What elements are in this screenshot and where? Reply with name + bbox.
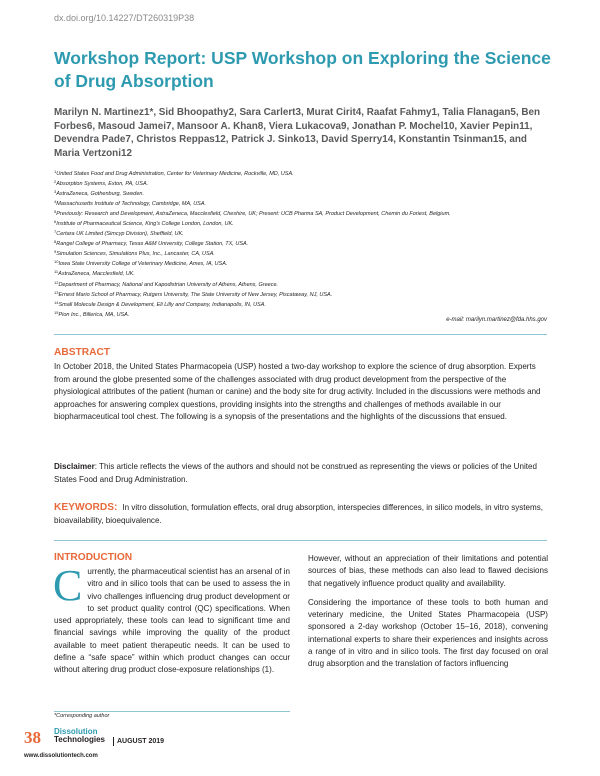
- footnote: *Corresponding author: [54, 713, 110, 719]
- affiliation-text: Institute of Pharmaceutical Science, King's College London, London, UK.: [56, 221, 234, 228]
- author-list: Marilyn N. Martinez1*, Sid Bhoopathy2, Sara Carlert3, Murat Cirit4, Raafat Fahmy1, Talia Flanagan5, Ben Forbes6, Masoud Jamei7, Mansoor A. Khan8, Viera Lukacova9, Jonathan P. Mochel10, Xavier Pepin11, Devendra Pade7, Christos Reppas12, Patrick J. Sinko13, David Sperry14, Konstantin Tsinman15, and Maria Vertzoni12: [54, 107, 541, 160]
- affiliation-number: 4: [54, 199, 57, 205]
- affiliation-item: [54, 178, 550, 188]
- affiliation-text: AstraZeneca, Gothenburg, Sweden.: [56, 191, 144, 198]
- affiliation-number: 2: [54, 179, 57, 185]
- affiliation-text: Small Molecule Design & Development, Eli Lilly and Company, Indianapolis, IN, USA.: [58, 301, 266, 308]
- disclaimer: [54, 461, 549, 486]
- disclaimer-text: : This article reflects the views of the authors and should not be construed as representing the views or policies of the United States Food and Drug Administration.: [54, 462, 537, 484]
- affiliation-list: [54, 168, 550, 319]
- affiliation-text: AstraZeneca, Macclesfield, UK.: [58, 271, 135, 278]
- section-divider: [54, 540, 547, 541]
- affiliation-item: [54, 299, 550, 309]
- affiliation-number: 6: [54, 219, 57, 225]
- affiliation-text: Previously: Research and Development, AstraZeneca, Macclesfield, Cheshire, UK; Present: UCB Pharma SA, Product Development, Chemin du Foriest, Belgium.: [56, 211, 451, 218]
- column-left: [53, 561, 290, 684]
- affiliation-text: Ernest Mario School of Pharmacy, Rutgers University, The State University of New Jersey, Piscataway, NJ, USA.: [58, 291, 333, 298]
- affiliation-number: 5: [54, 209, 57, 215]
- affiliation-item: [54, 218, 550, 228]
- affiliation-text: Massachusetts Institute of Technology, Cambridge, MA, USA.: [56, 201, 207, 208]
- affiliation-number: 10: [54, 259, 59, 265]
- article-title: Workshop Report: USP Workshop on Exploring the Science of Drug Absorption: [54, 48, 551, 91]
- affiliation-text: Rangel College of Pharmacy, Texas A&M University, College Station, TX, USA.: [56, 241, 249, 248]
- affiliation-number: 3: [54, 189, 57, 195]
- disclaimer-label: Disclaimer: [54, 462, 95, 471]
- affiliation-item: [54, 279, 550, 289]
- website-link[interactable]: www.dissolutiontech.com: [24, 753, 98, 759]
- affiliation-item: [54, 248, 550, 258]
- footnote-divider: [54, 711, 290, 712]
- affiliation-text: Iowa State University College of Veterinary Medicine, Ames, IA, USA.: [58, 261, 228, 268]
- logo-line-1: Dissolution: [54, 727, 98, 736]
- doi-link[interactable]: dx.doi.org/10.14227/DT260319P38: [54, 13, 195, 23]
- affiliation-text: Department of Pharmacy, National and Kapodistrian University of Athens, Athens, Greece.: [58, 281, 279, 288]
- affiliation-number: 14: [54, 299, 59, 305]
- logo-line-2: Technologies: [54, 735, 105, 744]
- affiliation-number: 13: [54, 289, 59, 295]
- affiliation-text: Simulation Sciences, Simulations Plus, Inc., Lancaster, CA, USA.: [56, 251, 215, 258]
- affiliation-item: [54, 228, 550, 238]
- page-number: 38: [24, 728, 41, 747]
- affiliation-item: [54, 168, 550, 178]
- journal-logo: [54, 728, 105, 744]
- affiliation-number: 9: [54, 249, 57, 255]
- affiliation-text: Absorption Systems, Exton, PA, USA.: [56, 181, 149, 188]
- abstract-heading: ABSTRACT: [54, 347, 111, 358]
- issue-date: AUGUST 2019: [117, 738, 165, 745]
- keywords: [54, 502, 549, 527]
- affiliation-item: [54, 188, 550, 198]
- keywords-text: In vitro dissolution, formulation effects, oral drug absorption, interspecies differences, in silico models, in vitro systems, bioavailability, bioequivalence.: [54, 503, 543, 525]
- footer-divider: [113, 737, 114, 746]
- affiliation-item: [54, 238, 550, 248]
- affiliation-number: 15: [54, 309, 59, 315]
- affiliation-number: 1: [54, 169, 57, 174]
- affiliation-item: [54, 198, 550, 208]
- affiliation-item: [54, 289, 550, 299]
- affiliation-text: Pion Inc., Billerica, MA, USA.: [58, 311, 130, 318]
- affiliation-number: 11: [54, 269, 59, 275]
- affiliation-number: 8: [54, 239, 57, 245]
- intro-paragraph-1: urrently, the pharmaceutical scientist has an arsenal of in vitro and in silico tools that can be used to assess the in vivo challenges influencing drug product development or to set product quality control (QC) specifications. When used appropriately, these tools can lead to significant time and financial savings while improving the quality of the product available to meet patient therapeutic needs. It can be used to define a “safe space” within which product changes can occur without altering drug product close-exposure relationships (1).: [54, 567, 290, 675]
- drop-cap: C: [53, 561, 83, 610]
- affiliation-item: [54, 268, 550, 278]
- column-right: [308, 553, 548, 678]
- affiliation-text: Certara UK Limited (Simcyp Division), Sheffield, UK.: [56, 231, 184, 238]
- corresponding-email[interactable]: e-mail: marilyn.martinez@fda.hhs.gov: [446, 317, 547, 323]
- affiliation-number: 12: [54, 279, 59, 285]
- affiliation-number: 7: [54, 229, 57, 235]
- intro-paragraph-3: Considering the importance of these tools to both human and veterinary medicine, the United States Pharmacopeia (USP) sponsored a 2-day workshop (October 15–16, 2018), convening international experts to share their experiences and insights across a range of in vitro and in silico tools. The first day focused on oral drug absorption and the translation of factors influencing: [308, 597, 548, 669]
- introduction-heading: INTRODUCTION: [54, 552, 133, 563]
- keywords-label: KEYWORDS:: [54, 502, 118, 513]
- affiliation-text: United States Food and Drug Administration, Center for Veterinary Medicine, Rockville, MD, USA.: [56, 171, 294, 177]
- abstract-text: In October 2018, the United States Pharmacopeia (USP) hosted a two-day workshop to explore the science of drug absorption. Experts from around the globe presented some of the challenges associated with drug product development from the perspective of the physiological attributes of the patient (human or canine) and the body site for drug activity. Included in the discussions were methods and approaches for answering complex questions, providing insights into the strengths and challenges of methods available in our biopharmaceutical tool chest. The following is a synopsis of the presentations and the highlights of the discussions that ensued.: [54, 362, 541, 422]
- affiliation-item: [54, 208, 550, 218]
- intro-paragraph-2: However, without an appreciation of their limitations and potential sources of bias, these methods can also lead to flawed decisions that negatively influence product quality and availability.: [308, 554, 548, 588]
- section-divider: [54, 334, 547, 335]
- affiliation-item: [54, 258, 550, 268]
